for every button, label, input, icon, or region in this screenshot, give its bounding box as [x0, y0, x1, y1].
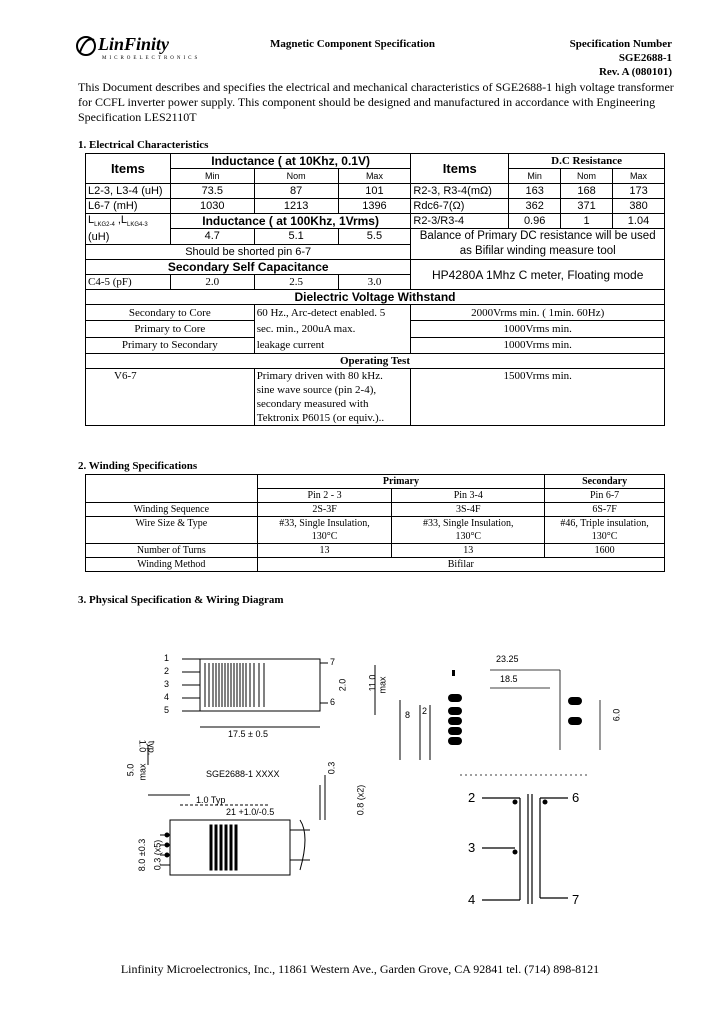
- schematic-icon: [460, 780, 620, 910]
- row-label: Rdc6-7(Ω): [411, 199, 509, 214]
- lk-l: L: [88, 214, 95, 227]
- pad-layout: [440, 650, 640, 780]
- cell: 168: [561, 184, 613, 199]
- pin-label: 6: [330, 697, 336, 707]
- max-header: Max: [338, 169, 411, 184]
- table-row: [86, 305, 665, 321]
- wiring-schematic: [460, 780, 620, 910]
- dim-label: 0.3: [326, 761, 337, 775]
- dim-label: typ.: [146, 740, 157, 756]
- table-row: [86, 260, 665, 275]
- dim-label: 23.25: [496, 654, 519, 664]
- cell: 3.0: [338, 275, 411, 290]
- cell: 1000Vrms min.: [411, 321, 665, 337]
- cell: 13: [257, 544, 392, 558]
- dielectric-header: Dielectric Voltage Withstand: [86, 290, 665, 305]
- cell: 362: [509, 199, 561, 214]
- cell: #33, Single Insulation,: [392, 517, 545, 531]
- revision: Rev. A (080101): [598, 66, 672, 78]
- spec-number: SGE2688-1: [618, 52, 672, 64]
- table-row: [86, 503, 665, 517]
- dim-label: 8.0 ±0.3: [137, 838, 148, 872]
- row-label: Primary to Secondary: [86, 337, 255, 353]
- cell: 1.04: [613, 214, 665, 229]
- row-label: Winding Sequence: [86, 503, 258, 517]
- cell: 6S-7F: [545, 503, 665, 517]
- row-label: V6-7: [86, 369, 255, 426]
- dim-label: 1.0 Typ: [196, 795, 226, 805]
- cell: 371: [561, 199, 613, 214]
- cell: 130°C: [545, 530, 665, 544]
- dim-label: 2.0: [337, 678, 348, 692]
- items-header: Items: [86, 154, 171, 184]
- cell: 1396: [338, 199, 411, 214]
- cell: 5.1: [254, 229, 338, 245]
- cell: 1213: [254, 199, 338, 214]
- cell: 13: [392, 544, 545, 558]
- cell: 1500Vrms min.: [411, 369, 665, 426]
- cond-line: secondary measured with: [256, 398, 369, 410]
- logo: [74, 32, 201, 69]
- note-line: as Bifilar winding measure tool: [459, 245, 616, 257]
- cell: #33, Single Insulation,: [257, 517, 392, 531]
- cell: 380: [613, 199, 665, 214]
- items-header: Items: [411, 154, 509, 184]
- cell: 163: [509, 184, 561, 199]
- electrical-table: [85, 153, 665, 426]
- cell: 3S-4F: [392, 503, 545, 517]
- row-label: R2-3/R3-4: [411, 214, 509, 229]
- cell: 0.96: [509, 214, 561, 229]
- intro-line: Specification LES2110T: [78, 110, 197, 124]
- intro-paragraph: [78, 80, 674, 125]
- row-label: R2-3, R3-4(mΩ): [411, 184, 509, 199]
- pin-label: 2: [164, 666, 170, 676]
- pin-label: 4: [164, 692, 170, 702]
- dim-label: 18.5: [500, 674, 518, 684]
- row-label: Winding Method: [86, 558, 258, 572]
- cond-line: sine wave source (pin 2-4),: [256, 384, 377, 396]
- dim-label: 5.0: [125, 763, 136, 777]
- short-note: Should be shorted pin 6-7: [86, 244, 411, 259]
- cell: 73.5: [170, 184, 254, 199]
- pin-label: 4: [468, 892, 476, 907]
- operating-header: Operating Test: [86, 354, 665, 369]
- lk-mid: ,L: [114, 214, 128, 227]
- cond-line: sec. min., 200uA max.: [256, 323, 356, 335]
- dim-label: 8: [405, 710, 411, 720]
- dim-label: max: [377, 676, 388, 694]
- leakage-label: [86, 214, 171, 245]
- min-header: Min: [509, 169, 561, 184]
- cell: 4.7: [170, 229, 254, 245]
- pin-label: 2: [468, 790, 476, 805]
- dim-label: 21 +1.0/-0.5: [226, 807, 275, 817]
- hp-note: HP4280A 1Mhz C meter, Floating mode: [411, 260, 665, 290]
- cond-line: Tektronix P6015 (or equiv.)..: [256, 412, 385, 424]
- cell: Pin 2 - 3: [257, 489, 392, 503]
- cell: 2.0: [170, 275, 254, 290]
- cell: 87: [254, 184, 338, 199]
- cell: #46, Triple insulation,: [545, 517, 665, 531]
- pad-layout-icon: [440, 650, 640, 780]
- dim-label: 0.8 (x2): [355, 784, 366, 816]
- footer: Linfinity Microelectronics, Inc., 11861 Western Ave., Garden Grove, CA 92841 tel. (714) 898-8121: [120, 962, 600, 976]
- nom-header: Nom: [254, 169, 338, 184]
- inductance-100k-header: Inductance ( at 100Khz, 1Vrms): [170, 214, 411, 229]
- row-label: Primary to Core: [86, 321, 255, 337]
- operating-condition: [254, 369, 411, 426]
- table-row: [86, 558, 665, 572]
- doc-title: Magnetic Component Specification: [270, 38, 435, 50]
- cell: 2.5: [254, 275, 338, 290]
- lk-unit: (uH): [88, 231, 110, 244]
- cell: 1000Vrms min.: [411, 337, 665, 353]
- blank-cell: [86, 475, 258, 503]
- table-row: [86, 290, 665, 305]
- balance-note: [411, 229, 665, 260]
- dim-label: 1.0: [137, 739, 148, 753]
- nom-header: Nom: [561, 169, 613, 184]
- table-row: [86, 544, 665, 558]
- logo-subtext: MICROELECTRONICS: [102, 56, 201, 61]
- dim-label: 11.0: [367, 674, 378, 692]
- intro-line: for CCFL inverter power supply. This component should be designed and manufactured in accordance with Engineering: [78, 95, 656, 109]
- dim-label: max: [137, 763, 148, 781]
- table-row: [86, 517, 665, 531]
- note-line: Balance of Primary DC resistance will be used: [419, 230, 656, 242]
- cell: 1: [561, 214, 613, 229]
- pin-label: 3: [468, 840, 476, 855]
- cell: 173: [613, 184, 665, 199]
- cell: 130°C: [257, 530, 392, 544]
- cell: 2000Vrms min. ( 1min. 60Hz): [411, 305, 665, 321]
- cond-line: Primary driven with 80 kHz.: [256, 370, 383, 382]
- lk-sub: LKG2-4: [94, 222, 115, 229]
- spec-label: Specification Number: [569, 38, 672, 50]
- table-row: [86, 229, 665, 245]
- row-label: Wire Size & Type: [86, 517, 258, 544]
- table-row: [86, 369, 665, 426]
- logo-text: LinFinity: [98, 34, 170, 54]
- transformer-end-view: [337, 650, 450, 760]
- pin-label: 1: [164, 653, 170, 663]
- cell: 130°C: [392, 530, 545, 544]
- cell: Bifilar: [257, 558, 664, 572]
- dim-label: 2: [422, 706, 428, 716]
- cell: Pin 3-4: [392, 489, 545, 503]
- primary-header: Primary: [257, 475, 544, 489]
- min-header: Min: [170, 169, 254, 184]
- table-row: [86, 475, 665, 489]
- winding-table: [85, 474, 665, 572]
- cond-line: 60 Hz., Arc-detect enabled. 5: [256, 307, 386, 319]
- cell: Pin 6-7: [545, 489, 665, 503]
- transformer-side-view: [120, 645, 366, 885]
- section-1-title: 1. Electrical Characteristics: [78, 139, 209, 151]
- table-row: [86, 214, 665, 229]
- table-row: [86, 354, 665, 369]
- lk-sub: LKG4-3: [127, 222, 148, 229]
- cell: 1030: [170, 199, 254, 214]
- end-view-icon: [360, 650, 450, 760]
- dim-label: 17.5 ± 0.5: [228, 729, 268, 739]
- intro-line: This Document describes and specifies the electrical and mechanical characteristics of SGE2688-1 high voltage transformer: [78, 80, 674, 94]
- max-header: Max: [613, 169, 665, 184]
- row-label: C4-5 (pF): [86, 275, 171, 290]
- table-row: [86, 184, 665, 199]
- pin-label: 7: [572, 892, 580, 907]
- table-row: [86, 199, 665, 214]
- secondary-header: Secondary: [545, 475, 665, 489]
- cell: 2S-3F: [257, 503, 392, 517]
- cell: 101: [338, 184, 411, 199]
- pin-label: 3: [164, 679, 170, 689]
- section-2-title: 2. Winding Specifications: [78, 460, 198, 472]
- cell: 1600: [545, 544, 665, 558]
- cond-line: leakage current: [256, 339, 325, 351]
- inductance-header: Inductance ( at 10Khz, 0.1V): [170, 154, 411, 169]
- part-label: SGE2688-1 XXXX: [206, 769, 280, 779]
- pin-label: 6: [572, 790, 580, 805]
- row-label: L6-7 (mH): [86, 199, 171, 214]
- dielectric-condition: [254, 305, 411, 354]
- row-label: Number of Turns: [86, 544, 258, 558]
- row-label: L2-3, L3-4 (uH): [86, 184, 171, 199]
- dim-label: 0.3 (x5): [152, 839, 163, 871]
- row-label: Secondary to Core: [86, 305, 255, 321]
- section-3-title: 3. Physical Specification & Wiring Diagram: [78, 594, 284, 606]
- dim-label: 6.0: [611, 708, 622, 722]
- capacitance-header: Secondary Self Capacitance: [86, 260, 411, 275]
- dc-resistance-header: D.C Resistance: [509, 154, 665, 169]
- cell: 5.5: [338, 229, 411, 245]
- pin-label: 7: [330, 657, 336, 667]
- pin-label: 5: [164, 705, 170, 715]
